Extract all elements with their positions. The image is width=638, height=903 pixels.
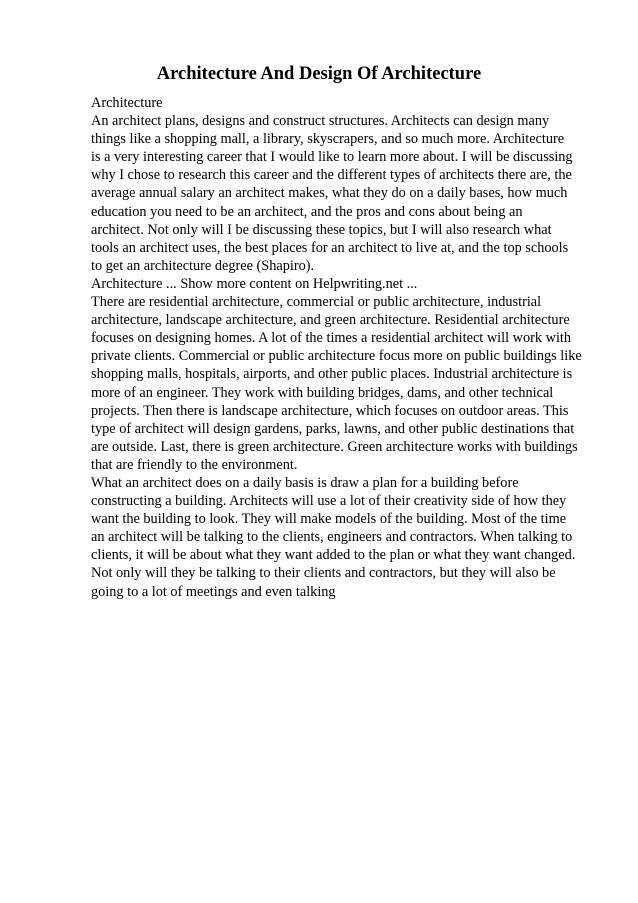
text-line: more of an engineer. They work with building bridges, dams, and other technical <box>91 384 554 401</box>
text-line: focuses on designing homes. A lot of the times a residential architect will work with <box>91 330 572 347</box>
text-line: shopping malls, hospitals, airports, and other public places. Industrial architecture is <box>91 366 573 383</box>
text-line: What an architect does on a daily basis is draw a plan for a building before <box>91 474 519 491</box>
text-line: Not only will they be talking to their clients and contractors, but they will also be <box>91 565 556 582</box>
text-line: want the building to look. They will make models of the building. Most of the time <box>91 511 567 528</box>
text-line: education you need to be an architect, and the pros and cons about being an <box>91 203 523 220</box>
text-line: clients, it will be about what they want added to the plan or what they want changed. <box>91 547 576 564</box>
text-line: to get an architecture degree (Shapiro). <box>91 257 315 274</box>
text-line: architect. Not only will I be discussing these topics, but I will also research what <box>91 221 552 238</box>
text-line: going to a lot of meetings and even talking <box>91 583 336 600</box>
text-line: An architect plans, designs and construct structures. Architects can design many <box>91 113 550 130</box>
text-line: type of architect will design gardens, parks, lawns, and other public destinations that <box>91 420 575 437</box>
text-line: Architecture <box>91 95 163 111</box>
text-line: average annual salary an architect makes, what they do on a daily bases, how much <box>91 185 568 202</box>
text-line: an architect will be talking to the clients, engineers and contractors. When talking to <box>91 529 573 546</box>
text-line: private clients. Commercial or public architecture focus more on public buildings like <box>91 348 582 365</box>
text-line: projects. Then there is landscape architecture, which focuses on outdoor areas. This <box>91 402 569 419</box>
text-line: that are friendly to the environment. <box>91 456 298 473</box>
text-line: architecture, landscape architecture, and green architecture. Residential architecture <box>91 312 570 329</box>
text-line: why I chose to research this career and the different types of architects there are, the <box>91 167 572 184</box>
text-line: are outside. Last, there is green architecture. Green architecture works with buildings <box>91 438 578 455</box>
document-body <box>91 94 601 601</box>
text-line: tools an architect uses, the best places for an architect to live at, and the top schools <box>91 239 569 256</box>
document-title: Architecture And Design Of Architecture <box>156 64 482 84</box>
text-line: Architecture ... Show more content on Helpwriting.net ... <box>91 275 418 292</box>
text-line: things like a shopping mall, a library, skyscrapers, and so much more. Architecture <box>91 131 565 148</box>
text-line: is a very interesting career that I would like to learn more about. I will be discussing <box>91 149 573 166</box>
text-line: There are residential architecture, commercial or public architecture, industrial <box>91 294 542 311</box>
text-line: constructing a building. Architects will use a lot of their creativity side of how they <box>91 493 567 510</box>
